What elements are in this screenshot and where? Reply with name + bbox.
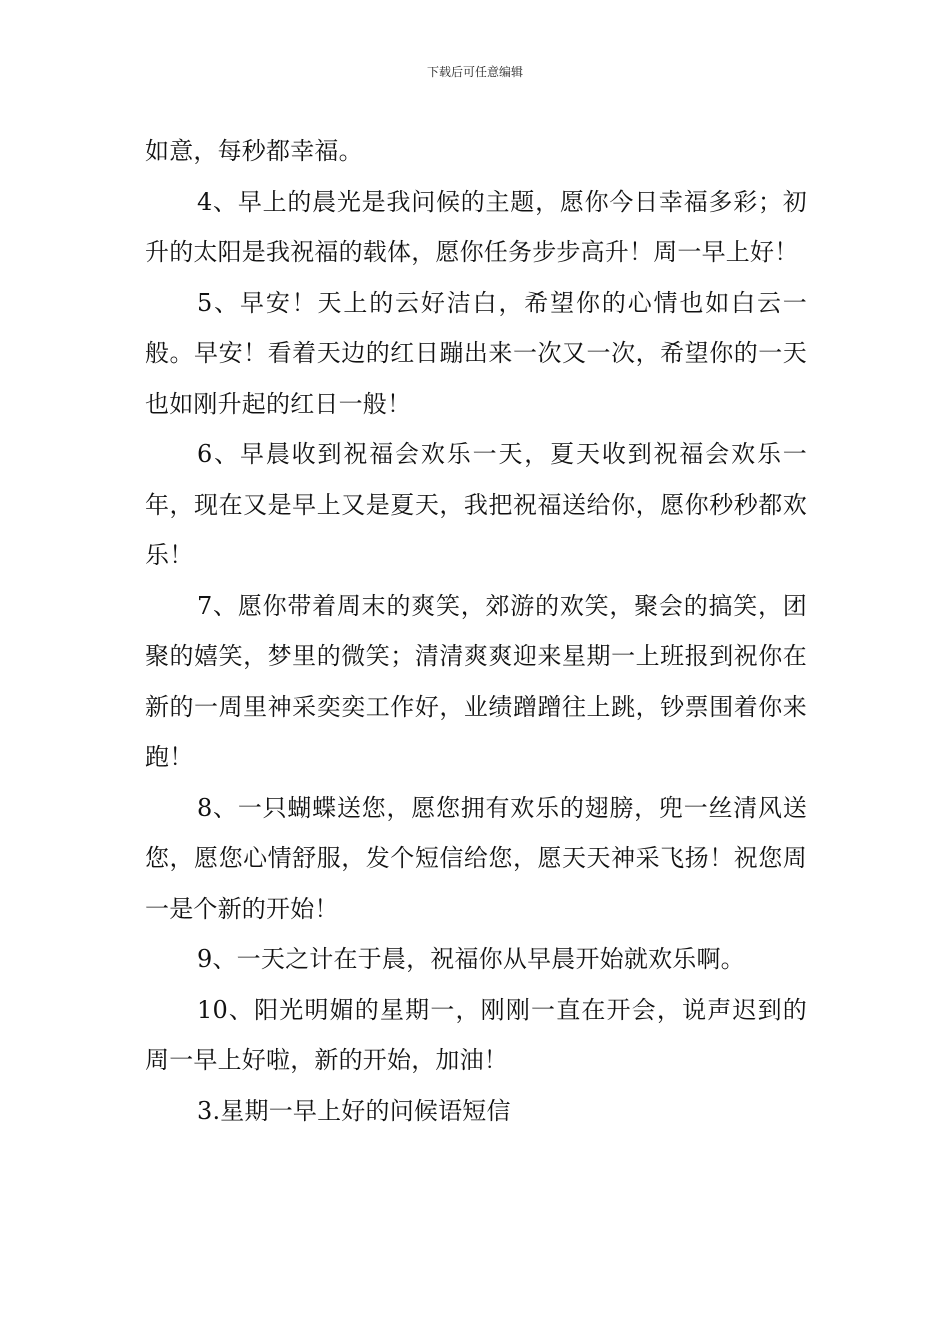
paragraph-item-7: 7、愿你带着周末的爽笑，郊游的欢笑，聚会的搞笑，团聚的嬉笑，梦里的微笑；清清爽爽迎来星期一上班报到祝你在新的一周里神采奕奕工作好，业绩蹭蹭往上跳，钞票围着你来跑！ [145,591,807,771]
document-body [145,126,807,1136]
paragraph-item-9: 9、一天之计在于晨，祝福你从早晨开始就欢乐啊。 [197,945,745,973]
paragraph-item-10: 10、阳光明媚的星期一，刚刚一直在开会，说声迟到的周一早上好啦，新的开始，加油！ [145,995,807,1074]
paragraph-item-5: 5、早安！天上的云好洁白，希望你的心情也如白云一般。早安！看着天边的红日蹦出来一次又一次，希望你的一天也如刚升起的红日一般！ [145,288,807,418]
paragraph-item-6: 6、早晨收到祝福会欢乐一天，夏天收到祝福会欢乐一年，现在又是早上又是夏天，我把祝福送给你，愿你秒秒都欢乐！ [145,440,807,569]
page-header: 下载后可任意编辑 [426,65,523,79]
paragraph-continuation: 如意，每秒都幸福。 [145,137,363,165]
paragraph-item-8: 8、一只蝴蝶送您，愿您拥有欢乐的翅膀，兜一丝清风送您，愿您心情舒服，发个短信给您，愿天天神采飞扬！祝您周一是个新的开始！ [145,793,807,923]
section-heading: 3.星期一早上好的问候语短信 [197,1096,511,1125]
paragraph-item-4: 4、早上的晨光是我问候的主题，愿你今日幸福多彩；初升的太阳是我祝福的载体，愿你任务步步高升！周一早上好！ [145,187,807,266]
